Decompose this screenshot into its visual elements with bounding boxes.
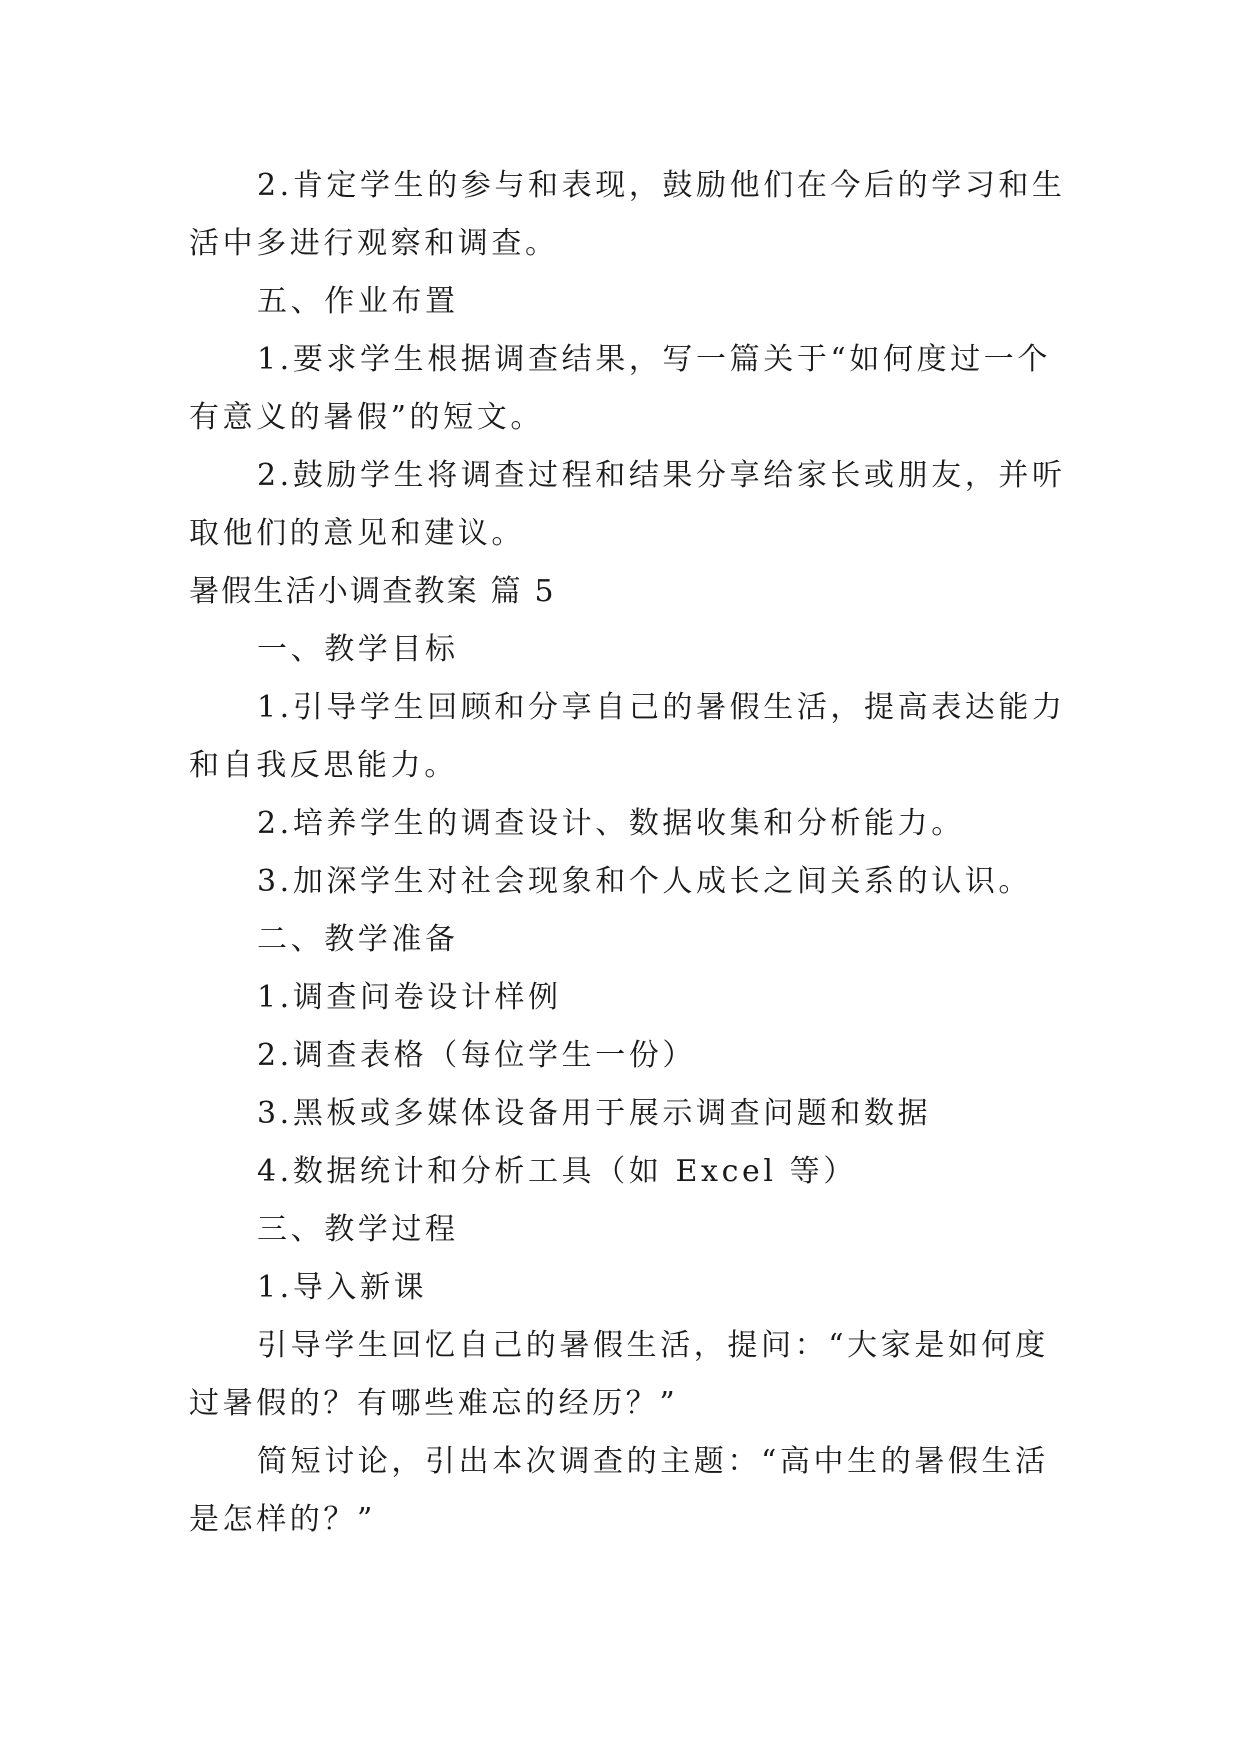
paragraph-line: 1.引导学生回顾和分享自己的暑假生活，提高表达能力 bbox=[257, 690, 1066, 725]
paragraph-line: 1.要求学生根据调查结果，写一篇关于“如何度过一个 bbox=[257, 342, 1051, 377]
section-heading: 三、教学过程 bbox=[257, 1212, 459, 1247]
section-heading: 一、教学目标 bbox=[257, 632, 459, 667]
paragraph-line: 2.鼓励学生将调查过程和结果分享给家长或朋友，并听 bbox=[257, 458, 1066, 493]
paragraph-line: 3.加深学生对社会现象和个人成长之间关系的认识。 bbox=[257, 864, 1033, 899]
subsection-heading: 1.导入新课 bbox=[257, 1270, 428, 1305]
list-item: 4.数据统计和分析工具（如 Excel 等） bbox=[257, 1154, 857, 1189]
paragraph-line: 2.培养学生的调查设计、数据收集和分析能力。 bbox=[257, 806, 965, 841]
paragraph-line: 2.肯定学生的参与和表现，鼓励他们在今后的学习和生 bbox=[257, 168, 1066, 203]
paragraph-line: 是怎样的？” bbox=[189, 1502, 376, 1537]
paragraph-line: 简短讨论，引出本次调查的主题：“高中生的暑假生活 bbox=[257, 1444, 1049, 1479]
list-item: 1.调查问卷设计样例 bbox=[257, 980, 562, 1015]
paragraph-line: 活中多进行观察和调查。 bbox=[189, 226, 559, 261]
list-item: 2.调查表格（每位学生一份） bbox=[257, 1038, 697, 1073]
paragraph-line: 和自我反思能力。 bbox=[189, 748, 458, 783]
paragraph-line: 取他们的意见和建议。 bbox=[189, 516, 525, 551]
document-title: 暑假生活小调查教案 篇 5 bbox=[189, 574, 556, 609]
paragraph-line: 有意义的暑假”的短文。 bbox=[189, 400, 544, 435]
paragraph-line: 过暑假的？有哪些难忘的经历？” bbox=[189, 1386, 679, 1421]
section-heading: 二、教学准备 bbox=[257, 922, 459, 957]
list-item: 3.黑板或多媒体设备用于展示调查问题和数据 bbox=[257, 1096, 932, 1131]
section-heading: 五、作业布置 bbox=[257, 284, 459, 319]
paragraph-line: 引导学生回忆自己的暑假生活，提问：“大家是如何度 bbox=[257, 1328, 1049, 1363]
